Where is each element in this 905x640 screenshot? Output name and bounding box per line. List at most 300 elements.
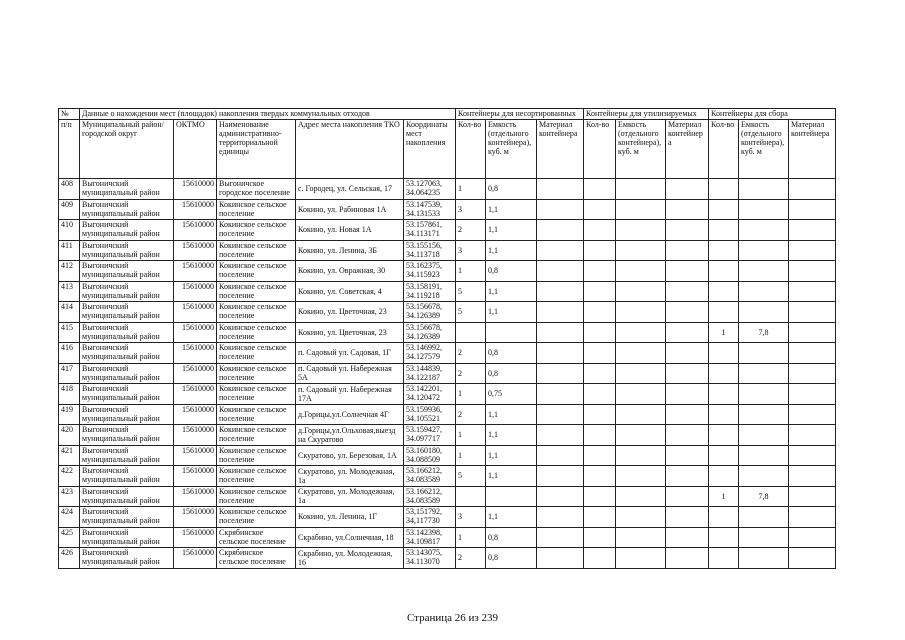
district-cell: Выгоничский муниципальный район — [80, 425, 174, 446]
qty3-cell — [709, 445, 739, 466]
capacity-cell: 0,8 — [486, 527, 537, 548]
qty2-cell — [584, 548, 616, 569]
coords-cell: 53.144839, 34.122187 — [404, 363, 456, 384]
table-row — [59, 302, 836, 323]
address-cell: Скуратово, ул. Молодежная, 1а — [296, 466, 404, 487]
capacity2-cell — [616, 261, 666, 282]
table-row — [59, 548, 836, 569]
capacity3-cell — [739, 507, 789, 528]
admin-unit-cell: Кокинское сельское поселение — [217, 240, 296, 261]
material2-cell — [666, 466, 709, 487]
material3-cell — [789, 548, 836, 569]
coords-cell: 53.147539, 34.131533 — [404, 199, 456, 220]
capacity3-cell — [739, 466, 789, 487]
material-cell — [537, 220, 584, 241]
qty2-cell — [584, 445, 616, 466]
capacity2-cell — [616, 322, 666, 343]
address-cell: Кокино, ул. Овражная, 30 — [296, 261, 404, 282]
capacity2-cell — [616, 220, 666, 241]
district-cell: Выгоничский муниципальный район — [80, 199, 174, 220]
district-cell: Выгоничский муниципальный район — [80, 220, 174, 241]
capacity3-cell — [739, 404, 789, 425]
table-row — [59, 281, 836, 302]
address-cell: Кокино, ул. Новая 1А — [296, 220, 404, 241]
capacity-cell: 0,75 — [486, 384, 537, 405]
capacity3-cell — [739, 548, 789, 569]
oktmo-column-header: ОКТМО — [174, 120, 217, 179]
capacity2-cell — [616, 363, 666, 384]
capacity-cell: 1,1 — [486, 240, 537, 261]
district-cell: Выгоничский муниципальный район — [80, 445, 174, 466]
capacity2-cell — [616, 425, 666, 446]
material3-cell — [789, 240, 836, 261]
admin-unit-cell: Кокинское сельское поселение — [217, 445, 296, 466]
district-cell: Выгоничский муниципальный район — [80, 527, 174, 548]
capacity-column-header: Емкость (отдельного контейнера), куб. м — [486, 120, 537, 179]
capacity2-cell — [616, 384, 666, 405]
num-column-header: п/п — [59, 120, 80, 179]
capacity-cell: 0,8 — [486, 179, 537, 200]
address-cell: д.Горицы,ул.Ольховая,выезд на Скуратово — [296, 425, 404, 446]
capacity-cell: 1,1 — [486, 199, 537, 220]
address-cell: п. Садовый ул. Набережная 17А — [296, 384, 404, 405]
admin-unit-cell: Выгоничское городское поселение — [217, 179, 296, 200]
table-row — [59, 199, 836, 220]
qty-cell: 1 — [456, 179, 486, 200]
qty-cell: 1 — [456, 261, 486, 282]
row-number-cell: 411 — [59, 240, 80, 261]
page-number: Страница 26 из 239 — [406, 612, 499, 624]
oktmo-cell: 15610000 — [174, 281, 217, 302]
qty3-cell — [709, 281, 739, 302]
qty-cell: 1 — [456, 445, 486, 466]
admin-unit-cell: Кокинское сельское поселение — [217, 425, 296, 446]
qty-cell: 2 — [456, 548, 486, 569]
material-cell — [537, 302, 584, 323]
capacity3-cell — [739, 425, 789, 446]
coords-cell: 53.159427, 34.097717 — [404, 425, 456, 446]
district-cell: Выгоничский муниципальный район — [80, 179, 174, 200]
qty3-cell — [709, 199, 739, 220]
capacity-cell: 1,1 — [486, 281, 537, 302]
qty3-column-header: Кол-во — [709, 120, 739, 179]
qty-cell: 5 — [456, 466, 486, 487]
material2-cell — [666, 302, 709, 323]
capacity3-cell — [739, 384, 789, 405]
row-number-cell: 413 — [59, 281, 80, 302]
address-cell: Кокино, ул. Ленина, 1Г — [296, 507, 404, 528]
admin-unit-cell: Кокинское сельское поселение — [217, 507, 296, 528]
collection-group-header: Контейнеры для сбора — [709, 109, 836, 120]
table-row — [59, 527, 836, 548]
oktmo-cell: 15610000 — [174, 261, 217, 282]
material2-cell — [666, 199, 709, 220]
material-cell — [537, 281, 584, 302]
address-cell: Скрабино, ул. Молодежная, 16 — [296, 548, 404, 569]
table-row — [59, 240, 836, 261]
qty-cell — [456, 486, 486, 507]
address-cell: Скрабино, ул.Солнечная, 18 — [296, 527, 404, 548]
row-number-cell: 418 — [59, 384, 80, 405]
coords-cell: 53.155156, 34.113718 — [404, 240, 456, 261]
material3-cell — [789, 486, 836, 507]
recycled-group-header: Контейнеры для утилизируемых — [584, 109, 709, 120]
oktmo-cell: 15610000 — [174, 343, 217, 364]
oktmo-cell: 15610000 — [174, 199, 217, 220]
coords-cell: 53.162375, 34.115923 — [404, 261, 456, 282]
qty3-cell — [709, 425, 739, 446]
coords-cell: 53.146992, 34.127579 — [404, 343, 456, 364]
capacity2-cell — [616, 466, 666, 487]
oktmo-cell: 15610000 — [174, 220, 217, 241]
qty3-cell — [709, 548, 739, 569]
capacity2-cell — [616, 507, 666, 528]
oktmo-cell: 15610000 — [174, 302, 217, 323]
district-cell: Выгоничский муниципальный район — [80, 343, 174, 364]
material3-cell — [789, 343, 836, 364]
capacity2-cell — [616, 179, 666, 200]
material2-cell — [666, 322, 709, 343]
district-cell: Выгоничский муниципальный район — [80, 322, 174, 343]
material3-cell — [789, 261, 836, 282]
material-cell — [537, 445, 584, 466]
material2-column-header: Материал контейнер а — [666, 120, 709, 179]
material2-cell — [666, 343, 709, 364]
oktmo-cell: 15610000 — [174, 425, 217, 446]
row-number-cell: 410 — [59, 220, 80, 241]
qty-cell: 2 — [456, 343, 486, 364]
column-header-row — [59, 120, 836, 179]
oktmo-cell: 15610000 — [174, 384, 217, 405]
coords-cell: 53.159936, 34.105521 — [404, 404, 456, 425]
admin-unit-cell: Кокинское сельское поселение — [217, 404, 296, 425]
district-cell: Выгоничский муниципальный район — [80, 363, 174, 384]
qty-column-header: Кол-во — [456, 120, 486, 179]
coords-cell: 53.127063, 34.064235 — [404, 179, 456, 200]
material-cell — [537, 404, 584, 425]
material2-cell — [666, 445, 709, 466]
capacity3-cell: 7,8 — [739, 322, 789, 343]
table-row — [59, 486, 836, 507]
material3-cell — [789, 302, 836, 323]
material-cell — [537, 179, 584, 200]
district-column-header: Муниципальный район/городской округ — [80, 120, 174, 179]
row-number-cell: 422 — [59, 466, 80, 487]
capacity-cell: 0,8 — [486, 548, 537, 569]
oktmo-cell: 15610000 — [174, 486, 217, 507]
oktmo-cell: 15610000 — [174, 548, 217, 569]
table-row — [59, 384, 836, 405]
district-cell: Выгоничский муниципальный район — [80, 302, 174, 323]
qty3-cell — [709, 404, 739, 425]
admin-unit-column-header: Наименование административно-территориальной единицы — [217, 120, 296, 179]
row-number-cell: 425 — [59, 527, 80, 548]
district-cell: Выгоничский муниципальный район — [80, 507, 174, 528]
capacity3-cell — [739, 445, 789, 466]
coords-cell: 53,151792, 34,117730 — [404, 507, 456, 528]
capacity-cell: 1,1 — [486, 425, 537, 446]
material3-cell — [789, 363, 836, 384]
address-cell: Кокино, ул. Цветочная, 23 — [296, 302, 404, 323]
capacity3-cell — [739, 527, 789, 548]
material2-cell — [666, 179, 709, 200]
qty3-cell — [709, 384, 739, 405]
material-cell — [537, 486, 584, 507]
address-cell: Кокино, ул. Ленина, 3Б — [296, 240, 404, 261]
capacity-cell — [486, 322, 537, 343]
oktmo-cell: 15610000 — [174, 466, 217, 487]
material3-cell — [789, 507, 836, 528]
capacity3-cell — [739, 240, 789, 261]
material2-cell — [666, 220, 709, 241]
capacity2-cell — [616, 486, 666, 507]
capacity3-cell — [739, 363, 789, 384]
qty3-cell — [709, 363, 739, 384]
qty3-cell: 1 — [709, 322, 739, 343]
qty-cell: 2 — [456, 363, 486, 384]
material2-cell — [666, 425, 709, 446]
admin-unit-cell: Кокинское сельское поселение — [217, 343, 296, 364]
qty3-cell — [709, 220, 739, 241]
capacity2-cell — [616, 302, 666, 323]
capacity2-cell — [616, 240, 666, 261]
capacity2-cell — [616, 548, 666, 569]
admin-unit-cell: Кокинское сельское поселение — [217, 363, 296, 384]
qty3-cell: 1 — [709, 486, 739, 507]
admin-unit-cell: Скрябинское сельское поселение — [217, 548, 296, 569]
capacity-cell: 1,1 — [486, 466, 537, 487]
oktmo-cell: 15610000 — [174, 507, 217, 528]
admin-unit-cell: Кокинское сельское поселение — [217, 486, 296, 507]
row-number-cell: 426 — [59, 548, 80, 569]
oktmo-cell: 15610000 — [174, 445, 217, 466]
coords-cell: 53.166212, 34.083589 — [404, 466, 456, 487]
oktmo-cell: 15610000 — [174, 527, 217, 548]
material2-cell — [666, 363, 709, 384]
capacity2-cell — [616, 527, 666, 548]
material-cell — [537, 548, 584, 569]
qty-cell: 3 — [456, 199, 486, 220]
material-cell — [537, 363, 584, 384]
row-number-cell: 421 — [59, 445, 80, 466]
table-row — [59, 179, 836, 200]
address-cell: Кокино, ул. Советская, 4 — [296, 281, 404, 302]
qty2-cell — [584, 384, 616, 405]
coords-cell: 53.143075, 34.113070 — [404, 548, 456, 569]
table-row — [59, 425, 836, 446]
material-cell — [537, 199, 584, 220]
capacity-cell: 1,1 — [486, 220, 537, 241]
capacity-cell: 0,8 — [486, 363, 537, 384]
row-number-cell: 415 — [59, 322, 80, 343]
table-row — [59, 322, 836, 343]
material3-cell — [789, 199, 836, 220]
unsorted-group-header: Контейнеры для несортированных — [456, 109, 584, 120]
address-cell: д.Горицы,ул.Солнечная 4Г — [296, 404, 404, 425]
address-cell: п. Садовый ул. Садовая, 1Г — [296, 343, 404, 364]
qty2-cell — [584, 261, 616, 282]
qty2-cell — [584, 343, 616, 364]
material2-cell — [666, 527, 709, 548]
district-cell: Выгоничский муниципальный район — [80, 261, 174, 282]
coords-cell: 53.142398, 34.109817 — [404, 527, 456, 548]
capacity-cell: 0,8 — [486, 261, 537, 282]
qty-cell: 1 — [456, 384, 486, 405]
qty-cell — [456, 322, 486, 343]
capacity3-cell: 7,8 — [739, 486, 789, 507]
material-cell — [537, 343, 584, 364]
admin-unit-cell: Кокинское сельское поселение — [217, 220, 296, 241]
capacity3-cell — [739, 343, 789, 364]
qty3-cell — [709, 302, 739, 323]
qty2-cell — [584, 425, 616, 446]
capacity2-cell — [616, 343, 666, 364]
qty2-cell — [584, 199, 616, 220]
qty2-cell — [584, 220, 616, 241]
qty-cell: 5 — [456, 281, 486, 302]
district-cell: Выгоничский муниципальный район — [80, 486, 174, 507]
material-cell — [537, 507, 584, 528]
material-cell — [537, 261, 584, 282]
row-number-cell: 414 — [59, 302, 80, 323]
qty2-cell — [584, 527, 616, 548]
oktmo-cell: 15610000 — [174, 404, 217, 425]
address-cell: Скуратово, ул. Березовая, 1А — [296, 445, 404, 466]
address-cell: Кокино, ул. Рабиновая 1А — [296, 199, 404, 220]
material2-cell — [666, 404, 709, 425]
row-number-cell: 408 — [59, 179, 80, 200]
coords-column-header: Координаты мест накопления — [404, 120, 456, 179]
capacity3-cell — [739, 220, 789, 241]
qty3-cell — [709, 466, 739, 487]
table-row — [59, 404, 836, 425]
row-number-cell: 412 — [59, 261, 80, 282]
coords-cell: 53.166212, 34.083589 — [404, 486, 456, 507]
admin-unit-cell: Кокинское сельское поселение — [217, 322, 296, 343]
capacity-cell: 1,1 — [486, 404, 537, 425]
coords-cell: 53.158191, 34.119218 — [404, 281, 456, 302]
waste-sites-table — [58, 108, 836, 569]
address-cell: Кокино, ул. Цветочная, 23 — [296, 322, 404, 343]
coords-cell: 53.156678, 34.126389 — [404, 322, 456, 343]
capacity2-cell — [616, 281, 666, 302]
material2-cell — [666, 384, 709, 405]
district-cell: Выгоничский муниципальный район — [80, 548, 174, 569]
oktmo-cell: 15610000 — [174, 179, 217, 200]
row-number-cell: 424 — [59, 507, 80, 528]
material3-cell — [789, 404, 836, 425]
material-column-header: Материал контейнера — [537, 120, 584, 179]
table-row — [59, 220, 836, 241]
capacity2-cell — [616, 445, 666, 466]
oktmo-cell: 15610000 — [174, 322, 217, 343]
coords-cell: 53.142201, 34.120472 — [404, 384, 456, 405]
material3-cell — [789, 179, 836, 200]
qty2-cell — [584, 363, 616, 384]
admin-unit-cell: Скрябинское сельское поселение — [217, 527, 296, 548]
capacity2-cell — [616, 404, 666, 425]
capacity-cell: 1,1 — [486, 445, 537, 466]
row-number-cell: 419 — [59, 404, 80, 425]
admin-unit-cell: Кокинское сельское поселение — [217, 281, 296, 302]
material2-cell — [666, 281, 709, 302]
row-number-cell: 409 — [59, 199, 80, 220]
district-cell: Выгоничский муниципальный район — [80, 384, 174, 405]
admin-unit-cell: Кокинское сельское поселение — [217, 261, 296, 282]
material-cell — [537, 240, 584, 261]
qty2-column-header: Кол-во — [584, 120, 616, 179]
material2-cell — [666, 240, 709, 261]
row-number-cell: 423 — [59, 486, 80, 507]
district-cell: Выгоничский муниципальный район — [80, 281, 174, 302]
material3-cell — [789, 425, 836, 446]
admin-unit-cell: Кокинское сельское поселение — [217, 384, 296, 405]
qty2-cell — [584, 281, 616, 302]
qty2-cell — [584, 240, 616, 261]
address-cell: Скуратово, ул. Молодежная, 1а — [296, 486, 404, 507]
location-group-header: Данные о нахождении мест (площадок) накопления твердых коммунальных отходов — [80, 109, 456, 120]
admin-unit-cell: Кокинское сельское поселение — [217, 466, 296, 487]
material2-cell — [666, 507, 709, 528]
material-cell — [537, 384, 584, 405]
district-cell: Выгоничский муниципальный район — [80, 240, 174, 261]
material3-cell — [789, 527, 836, 548]
capacity3-cell — [739, 261, 789, 282]
qty2-cell — [584, 466, 616, 487]
admin-unit-cell: Кокинское сельское поселение — [217, 199, 296, 220]
qty2-cell — [584, 486, 616, 507]
num-group-header: № — [59, 109, 80, 120]
qty3-cell — [709, 179, 739, 200]
qty3-cell — [709, 507, 739, 528]
coords-cell: 53.156678, 34.126389 — [404, 302, 456, 323]
qty3-cell — [709, 261, 739, 282]
address-cell: п. Садовый ул. Набережная 5А — [296, 363, 404, 384]
capacity3-cell — [739, 302, 789, 323]
table-row — [59, 445, 836, 466]
material3-cell — [789, 466, 836, 487]
table-row — [59, 507, 836, 528]
material-cell — [537, 527, 584, 548]
oktmo-cell: 15610000 — [174, 363, 217, 384]
capacity3-column-header: Емкость (отдельного контейнера), куб. м — [739, 120, 789, 179]
qty-cell: 2 — [456, 404, 486, 425]
table-row — [59, 363, 836, 384]
material-cell — [537, 466, 584, 487]
qty2-cell — [584, 507, 616, 528]
row-number-cell: 417 — [59, 363, 80, 384]
qty3-cell — [709, 240, 739, 261]
row-number-cell: 420 — [59, 425, 80, 446]
qty2-cell — [584, 302, 616, 323]
address-cell: с. Городец, ул. Сельская, 17 — [296, 179, 404, 200]
material-cell — [537, 322, 584, 343]
qty3-cell — [709, 527, 739, 548]
coords-cell: 53.160180, 34.088509 — [404, 445, 456, 466]
qty-cell: 1 — [456, 527, 486, 548]
material2-cell — [666, 548, 709, 569]
capacity-cell — [486, 486, 537, 507]
material3-cell — [789, 281, 836, 302]
qty-cell: 3 — [456, 507, 486, 528]
material2-cell — [666, 486, 709, 507]
row-number-cell: 416 — [59, 343, 80, 364]
qty-cell: 5 — [456, 302, 486, 323]
capacity3-cell — [739, 199, 789, 220]
qty2-cell — [584, 179, 616, 200]
capacity-cell: 1,1 — [486, 507, 537, 528]
qty3-cell — [709, 343, 739, 364]
